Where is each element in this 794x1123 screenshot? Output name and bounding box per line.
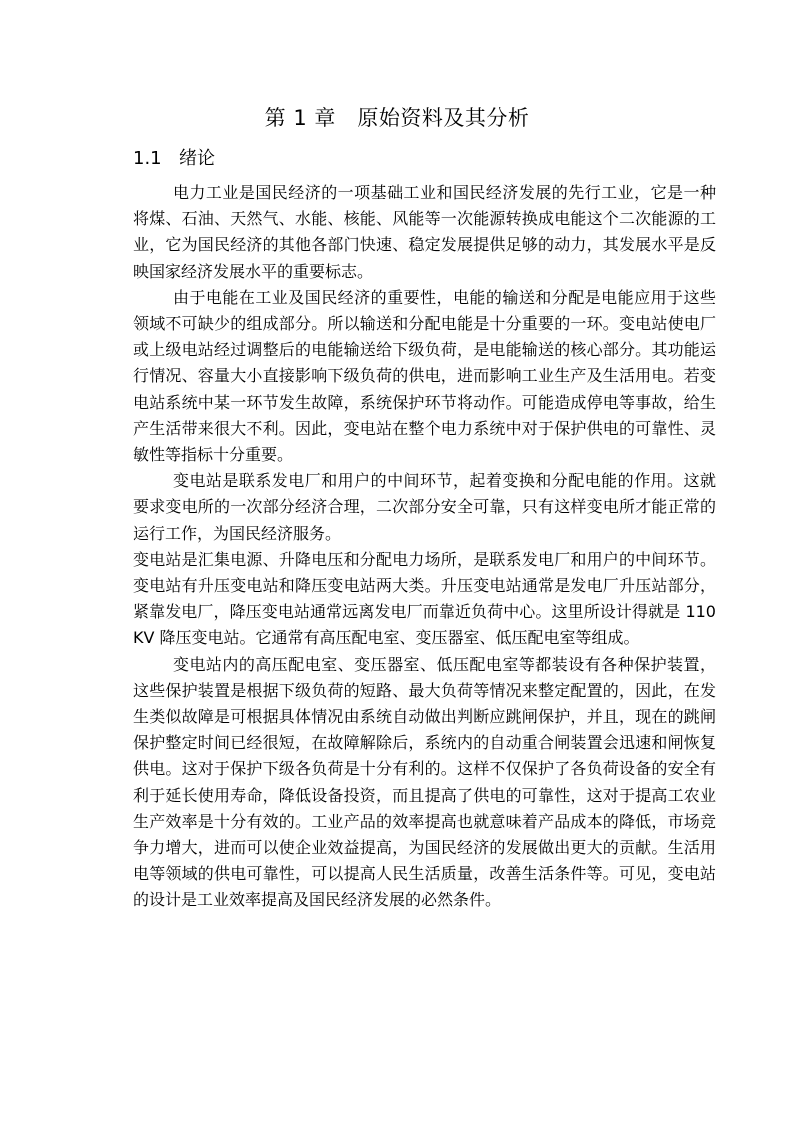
chapter-title: 第 1 章 原始资料及其分析 [264, 106, 530, 130]
paragraph: 电力工业是国民经济的一项基础工业和国民经济发展的先行工业，它是一种将煤、石油、天然气、水能、核能、风能等一次能源转换成电能这个二次能源的工业，它为国民经济的其他各部门快速、稳定发展提供足够的动力，其发展水平是反映国家经济发展水平的重要标志。 [133, 183, 716, 281]
section-number: 1.1 [133, 148, 162, 169]
paragraph: 由于电能在工业及国民经济的重要性，电能的输送和分配是电能应用于这些领域不可缺少的组成部分。所以输送和分配电能是十分重要的一环。变电站使电厂或上级电站经过调整后的电能输送给下级负荷，是电能输送的核心部分。其功能运行情况、容量大小直接影响下级负荷的供电，进而影响工业生产及生活用电。若变电站系统中某一环节发生故障，系统保护环节将动作。可能造成停电等事故，给生产生活带来很大不利。因此，变电站在整个电力系统中对于保护供电的可靠性、灵敏性等指标十分重要。 [133, 287, 716, 465]
paragraph: 变电站是联系发电厂和用户的中间环节，起着变换和分配电能的作用。这就要求变电所的一次部分经济合理，二次部分安全可靠，只有这样变电所才能正常的运行工作，为国民经济服务。 [133, 471, 716, 543]
paragraph: 变电站内的高压配电室、变压器室、低压配电室等都装设有各种保护装置，这些保护装置是根据下级负荷的短路、最大负荷等情况来整定配置的，因此，在发生类似故障是可根据具体情况由系统自动做出判断应跳闸保护，并且，现在的跳闸保护整定时间已经很短，在故障解除后，系统内的自动重合闸装置会迅速和闸恢复供电。这对于保护下级各负荷是十分有利的。这样不仅保护了各负荷设备的安全有利于延长使用寿命，降低设备投资，而且提高了供电的可靠性，这对于提高工农业生产效率是十分有效的。工业产品的效率提高也就意味着产品成本的降低，市场竞争力增大，进而可以使企业效益提高，为国民经济的发展做出更大的贡献。生活用电等领域的供电可靠性，可以提高人民生活质量，改善生活条件等。可见，变电站的设计是工业效率提高及国民经济发展的必然条件。 [133, 654, 716, 910]
body-text [133, 180, 716, 914]
section-heading [133, 146, 215, 172]
section-title: 绪论 [179, 148, 215, 169]
paragraph: 变电站是汇集电源、升降电压和分配电力场所，是联系发电厂和用户的中间环节。变电站有升压变电站和降压变电站两大类。升压变电站通常是发电厂升压站部分，紧靠发电厂，降压变电站通常远离发电厂而靠近负荷中心。这里所设计得就是 110KV 降压变电站。它通常有高压配电室、变压器室、低压配电室等组成。 [133, 549, 716, 648]
